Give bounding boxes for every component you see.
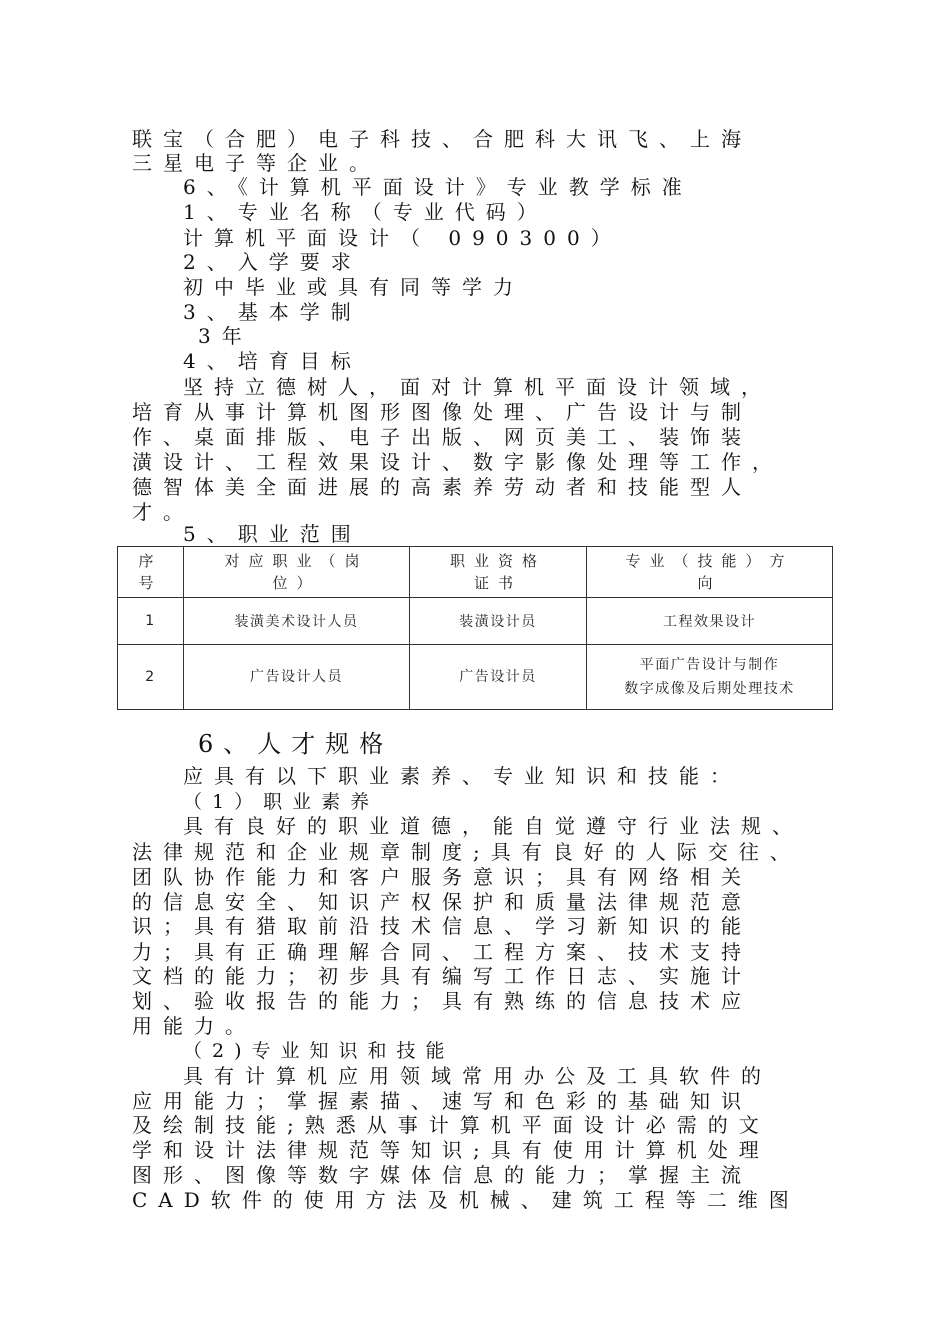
paragraph-line: 三星电子等企业。	[132, 151, 380, 175]
table-row	[118, 598, 833, 645]
quality-line: 具有良好的职业道德，能自觉遵守行业法规、	[183, 814, 803, 838]
subheading-knowledge-skills: （2)专业知识和技能	[183, 1040, 455, 1062]
heading-talent-spec: 6、人才规格	[198, 730, 394, 758]
career-table	[117, 546, 833, 710]
heading-major-name: 1、专业名称（专业代码）	[183, 200, 548, 224]
header-cell: 序 号	[118, 547, 184, 598]
header-cell: 职业资格 证书	[410, 547, 587, 598]
quality-line: 的信息安全、知识产权保护和质量法律规范意	[132, 890, 752, 914]
subheading-professional-quality: （1）职业素养	[183, 791, 380, 813]
heading-goal: 4、培育目标	[183, 349, 362, 373]
skills-line: 应用能力；掌握素描、速写和色彩的基础知识	[132, 1089, 752, 1113]
admission-value: 初中毕业或具有同等学力	[183, 275, 524, 299]
skills-line: 图形、图像等数字媒体信息的能力；掌握主流	[132, 1163, 752, 1187]
goal-line: 德智体美全面进展的高素养劳动者和技能型人	[132, 475, 752, 499]
table-row	[118, 645, 833, 710]
talent-intro: 应具有以下职业素养、专业知识和技能：	[183, 764, 741, 788]
header-cell: 对应职业（岗 位）	[184, 547, 410, 598]
quality-line: 团队协作能力和客户服务意识；具有网络相关	[132, 865, 752, 889]
quality-line: 法律规范和企业规章制度;具有良好的人际交往、	[132, 840, 801, 864]
goal-line: 坚持立德树人，面对计算机平面设计领域，	[183, 375, 772, 399]
paragraph-line: 联宝（合肥）电子科技、合肥科大讯飞、上海	[132, 127, 752, 151]
skills-line: 及绘制技能;熟悉从事计算机平面设计必需的文	[132, 1113, 770, 1137]
table-cell: 广告设计人员	[184, 645, 410, 710]
table-cell: 装潢设计员	[410, 598, 587, 645]
table-cell: 工程效果设计	[587, 598, 833, 645]
quality-line: 划、验收报告的能力；具有熟练的信息技术应	[132, 989, 752, 1013]
heading-admission: 2、入学要求	[183, 250, 362, 274]
goal-line: 培育从事计算机图形图像处理、广告设计与制	[132, 400, 752, 424]
heading-duration: 3、基本学制	[183, 300, 362, 324]
table-cell: 装潢美术设计人员	[184, 598, 410, 645]
heading-career-scope: 5、职业范围	[183, 522, 362, 546]
section-title: 6、《计算机平面设计》专业教学标准	[183, 175, 693, 199]
quality-line: 识；具有猎取前沿技术信息、学习新知识的能	[132, 914, 752, 938]
quality-line: 用能力。	[132, 1014, 256, 1038]
skills-line: CAD软件的使用方法及机械、建筑工程等二维图	[132, 1188, 800, 1212]
quality-line: 文档的能力；初步具有编写工作日志、实施计	[132, 964, 752, 988]
table-cell: 1	[118, 598, 184, 645]
table-cell: 2	[118, 645, 184, 710]
skills-line: 具有计算机应用领域常用办公及工具软件的	[183, 1064, 772, 1088]
table-cell: 平面广告设计与制作 数字成像及后期处理技术	[587, 645, 833, 710]
header-cell: 专业（技能）方 向	[587, 547, 833, 598]
goal-line: 作、桌面排版、电子出版、网页美工、装饰装	[132, 425, 752, 449]
major-name-value: 计算机平面设计（ 090300）	[183, 226, 622, 250]
goal-line: 潢设计、工程效果设计、数字影像处理等工作，	[132, 450, 783, 474]
skills-line: 学和设计法律规范等知识;具有使用计算机处理	[132, 1138, 770, 1162]
table-header-row	[118, 547, 833, 598]
goal-line: 才。	[132, 500, 194, 524]
quality-line: 力；具有正确理解合同、工程方案、技术支持	[132, 940, 752, 964]
table-cell: 广告设计员	[410, 645, 587, 710]
duration-value: 3年	[198, 324, 253, 348]
